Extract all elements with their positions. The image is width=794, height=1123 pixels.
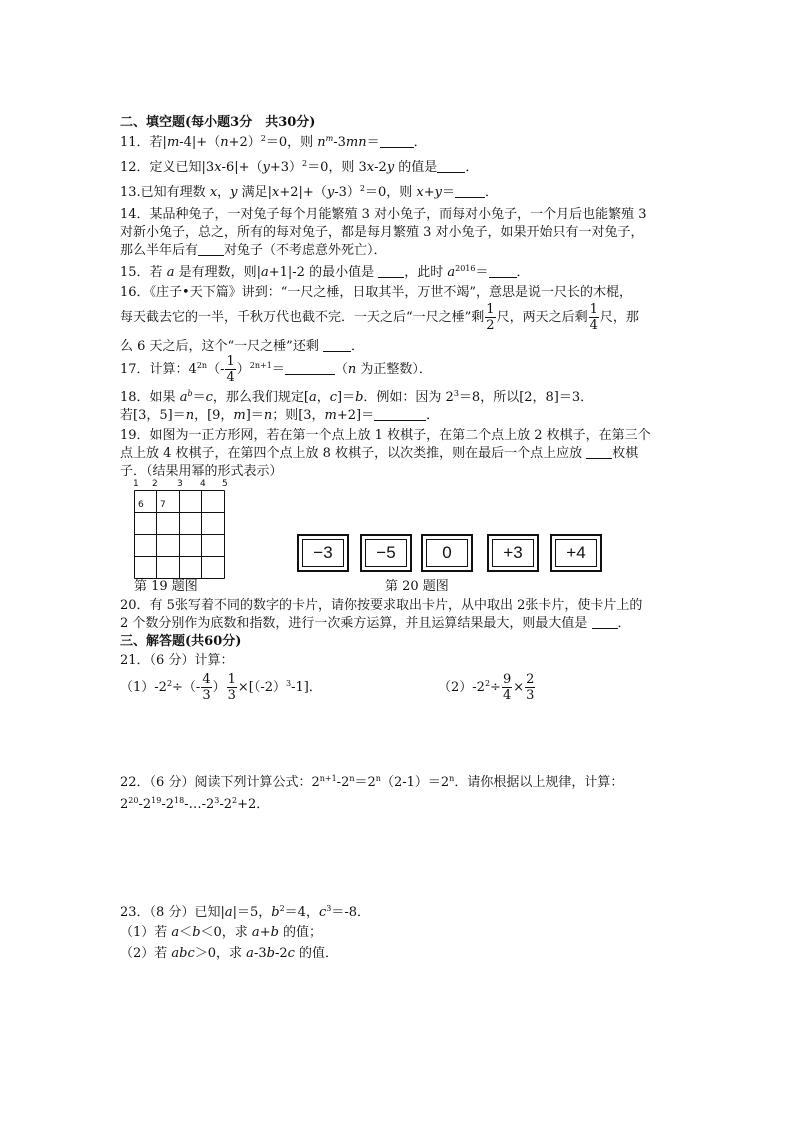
answer-blank[interactable] xyxy=(378,264,404,278)
fraction: $\frac{4}{3}$ xyxy=(202,672,211,703)
answer-blank[interactable] xyxy=(437,159,465,173)
question-15: 15．若 a 是有理数，则|a+1|-2 的最小值是 ，此时 $a^{2016}=$ ． xyxy=(120,264,530,280)
question-21-part-2: $(2)-2^2\div$ $\frac{9}{4}$ × $\frac{2}{3}$ xyxy=(438,672,535,703)
question-20-line-1: 20．有 5张写着不同的数字的卡片，请你按要求取出卡片，从中取出 2张卡片，使卡片上的 xyxy=(120,598,643,613)
fraction: $\frac{2}{3}$ xyxy=(526,672,535,703)
grid-point-label: 5 xyxy=(222,479,228,489)
fraction-one-quarter: $\frac{1}{4}$ xyxy=(226,354,235,385)
question-16-line-2: 每天截去它的一半，千秋万代也截不完．一天之后“一尺之棰”剩 $\frac{1}{2}$ 尺，两天之后剩 $\frac{1}{4}$ 尺，那 xyxy=(120,302,639,333)
fraction-one-quarter: $\frac{1}{4}$ xyxy=(589,302,598,333)
question-12: 12．定义已知$|3x-6|+(y+3)^2=0$，则 3x-2y 的值是 ． xyxy=(120,159,479,175)
answer-blank[interactable] xyxy=(489,264,517,278)
answer-blank[interactable] xyxy=(198,242,224,256)
question-21-title: 21．（6 分）计算： xyxy=(120,653,234,668)
grid-point-label: 7 xyxy=(160,500,166,510)
answer-blank[interactable] xyxy=(374,407,426,421)
square-grid xyxy=(134,490,226,580)
question-23-part-2: （2）若 abc＞0，求 a-3b-2c 的值． xyxy=(120,946,339,961)
question-19-line-1: 19．如图为一正方形网，若在第一个点上放 1 枚棋子，在第二个点上放 2 枚棋子，在第三个 xyxy=(120,428,651,443)
fraction: $\frac{9}{4}$ xyxy=(502,672,512,703)
number-card: −3 xyxy=(297,534,349,572)
question-14-line-1: 14．某品种兔子，一对兔子每个月能繁殖 3 对小兔子，而每对小兔子，一个月后也能繁殖 3 xyxy=(120,207,647,222)
grid-point-label: 1 xyxy=(133,479,139,489)
question-20-line-2: 2 个数分别作为底数和指数，进行一次乘方运算，并且运算结果最大，则最大值是 ． xyxy=(120,616,631,631)
figure-20-caption: 第 20 题图 xyxy=(385,579,449,594)
question-18-line-1: 18．如果 $a^b=c$，那么我们规定[a，c]＝b．例如：因为 $2^3=8$，所以[2，8]＝3． xyxy=(120,389,594,405)
section-heading-solutions: 三、解答题(共60分) xyxy=(120,634,242,649)
question-14-line-2: 对新小兔子，总之，所有的每对兔子，都是每月繁殖 3 对小兔子，如果开始只有一对兔子， xyxy=(120,225,644,240)
figure-19-caption: 第 19 题图 xyxy=(134,579,198,594)
number-card: 0 xyxy=(421,534,473,572)
question-13: 13.已知有理数 x，y 满足$|x+2|+(y-3)^2=0$，则 x+y＝ ． xyxy=(120,184,498,200)
grid-point-label: 2 xyxy=(152,479,158,489)
grid-point-label: 6 xyxy=(138,500,144,510)
fraction-one-half: $\frac{1}{2}$ xyxy=(486,302,495,333)
answer-blank[interactable] xyxy=(592,615,618,629)
question-11: 11．若$|m-4|+(n+2)^2=0$，则 $n^m-3mn=$ ． xyxy=(120,134,427,150)
answer-blank[interactable] xyxy=(285,361,335,375)
question-22-line-1: 22．（6 分）阅读下列计算公式：$2^{n+1}-2^n=2^n(2-1)=2^n$．请你根据以上规律，计算： xyxy=(120,774,624,790)
answer-blank[interactable] xyxy=(323,338,351,352)
question-14-line-3: 那么半年后有 对兔子（不考虑意外死亡）． xyxy=(120,243,387,258)
answer-blank[interactable] xyxy=(380,134,414,148)
grid-point-label: 3 xyxy=(177,479,183,489)
section-heading-fill-in: 二、填空题(每小题3分 共30分) xyxy=(120,115,316,130)
question-21-part-1: $(1)-2^2\div(-$ $\frac{4}{3}$ ） $\frac{1}{3}$ $\times[(-2)^3-1]$． xyxy=(120,672,322,703)
fraction: $\frac{1}{3}$ xyxy=(227,672,236,703)
question-23-line-1: 23．（8 分）已知|a|＝5，$b^2=4$，$c^3=-8$． xyxy=(120,904,370,920)
question-18-line-2: 若[3，5]＝n，[9，m]＝n；则[3，m+2]＝ ． xyxy=(120,408,440,423)
answer-blank[interactable] xyxy=(586,445,612,459)
question-19-line-2: 点上放 4 枚棋子，在第四个点上放 8 枚棋子，以次类推，则在最后一个点上应放 枚棋 xyxy=(120,446,639,461)
question-17: 17．计算：$4^{2n}(-$ $\frac{1}{4}$ ）$^{2n+1}$＝ （n 为正整数）． xyxy=(120,354,432,385)
question-23-part-1: （1）若 a＜b＜0，求 a+b 的值； xyxy=(120,925,323,940)
answer-blank[interactable] xyxy=(455,184,485,198)
number-card: −5 xyxy=(360,534,412,572)
grid-point-label: 4 xyxy=(200,479,206,489)
question-22-line-2: $2^{20}-2^{19}-2^{18}-\dots-2^3-2^2+2$． xyxy=(120,796,270,812)
question-16-line-3: 么 6 天之后，这个“一尺之棰”还剩 ． xyxy=(120,339,364,354)
number-card: +4 xyxy=(550,534,602,572)
question-19-line-3: 子．（结果用幂的形式表示） xyxy=(120,464,283,479)
number-card: +3 xyxy=(487,534,539,572)
question-16-line-1: 16．《庄子•天下篇》讲到：“一尺之棰，日取其半，万世不竭”，意思是说一尺长的木棍， xyxy=(120,285,633,300)
